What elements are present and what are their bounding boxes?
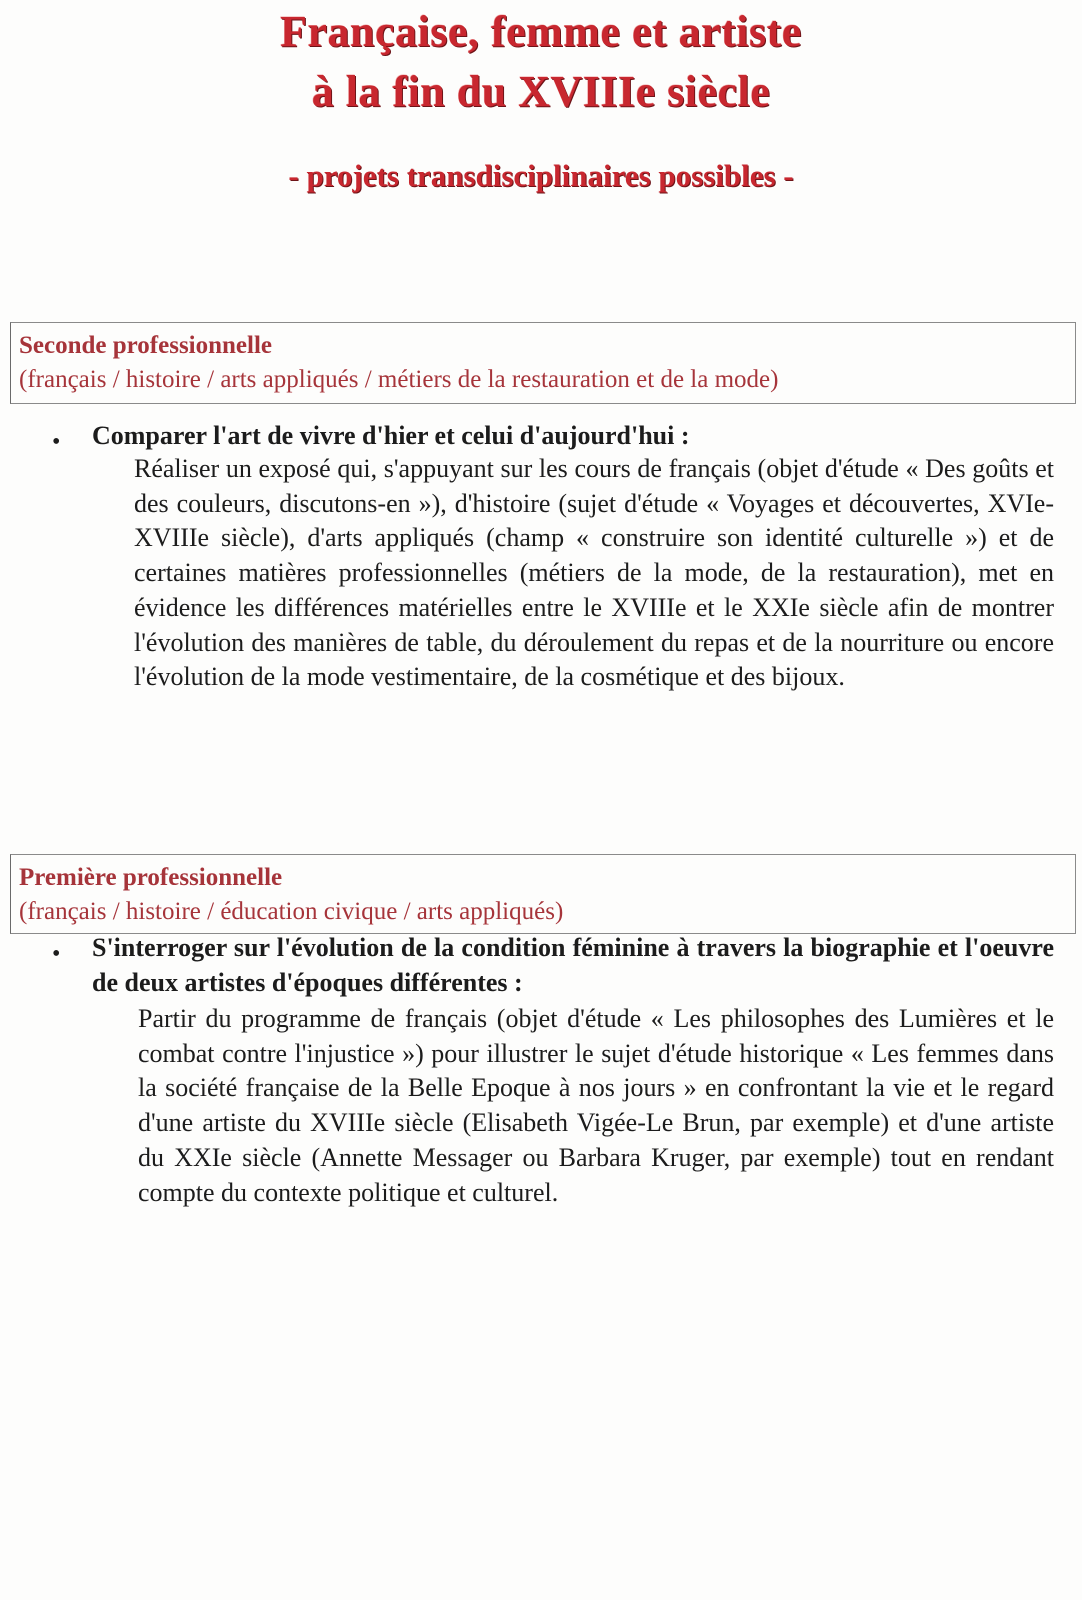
document-subtitle: - projets transdisciplinaires possibles - xyxy=(288,158,794,193)
section-level-title: Seconde professionnelle xyxy=(19,332,273,359)
project-heading: S'interroger sur l'évolution de la condition féminine à travers la biographie et l'oeuvre de deux artistes d'époques différentes : xyxy=(92,933,1054,997)
bullet-icon: • xyxy=(52,429,61,455)
section-disciplines: (français / histoire / éducation civique / arts appliqués) xyxy=(19,898,564,925)
section-premiere-header-box xyxy=(10,854,1076,934)
bullet-icon: • xyxy=(52,941,61,967)
section-seconde-header-box xyxy=(10,322,1076,404)
project-description: Partir du programme de français (objet d'étude « Les philosophes des Lumières et le combat contre l'injustice ») pour illustrer le sujet d'étude historique « Les femmes dans la société française de la Belle Epoque à nos jours » en confrontant la vie et le regard d'une artiste du XVIIIe siècle (Elisabeth Vigée-Le Brun, par exemple) et d'une artiste du XXIe siècle (Annette Messager ou Barbara Kruger, par exemple) tout en rendant compte du contexte politique et culturel. xyxy=(138,1004,1054,1207)
project-heading: Comparer l'art de vivre d'hier et celui d'aujourd'hui : xyxy=(92,421,690,450)
document-title-line1: Française, femme et artiste xyxy=(280,7,802,56)
document-title-line2: à la fin du XVIIIe siècle xyxy=(311,67,771,116)
section-disciplines: (français / histoire / arts appliqués / métiers de la restauration et de la mode) xyxy=(19,366,779,393)
project-description: Réaliser un exposé qui, s'appuyant sur les cours de français (objet d'étude « Des goûts et des couleurs, discutons-en »), d'histoire (sujet d'étude « Voyages et découvertes, XVIe-XVIIIe siècle), d'arts appliqués (champ « construire son identité culturelle ») et de certaines matières professionnelles (métiers de la mode, de la restauration), met en évidence les différences matérielles entre le XVIIIe et le XXIe siècle afin de montrer l'évolution des manières de table, du déroulement du repas et de la nourriture ou encore l'évolution de la mode vestimentaire, de la cosmétique et des bijoux. xyxy=(134,454,1054,692)
section-level-title: Première professionnelle xyxy=(19,864,283,891)
